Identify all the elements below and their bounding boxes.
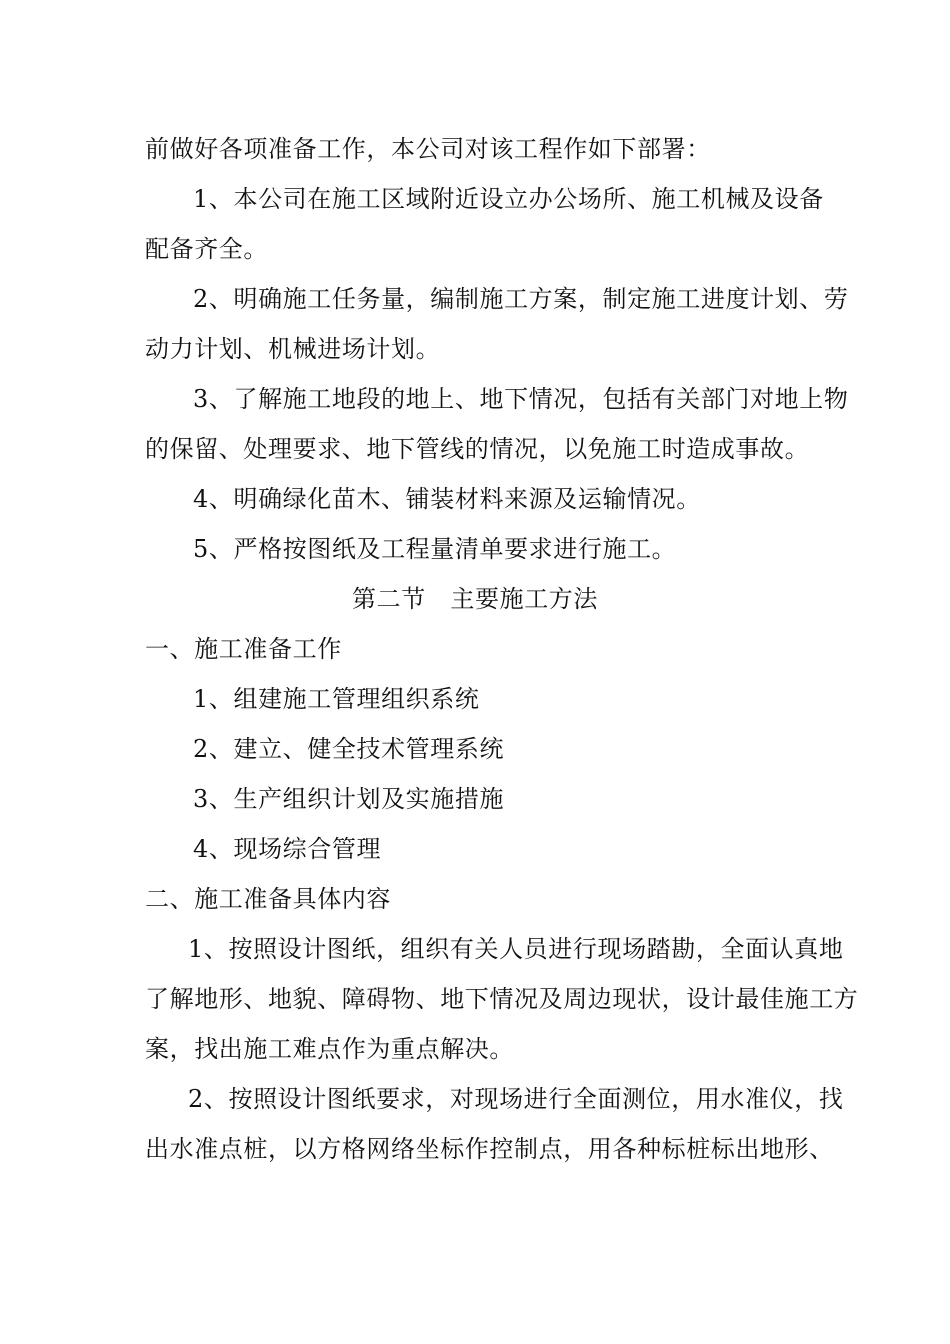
list-item-1-line-2: 配备齐全。 (145, 235, 268, 263)
prep-item-1: 1、组建施工管理组织系统 (193, 685, 480, 713)
paragraph-continuation-line: 前做好各项准备工作，本公司对该工程作如下部署： (145, 135, 711, 163)
detail-item-1-line-2: 了解地形、地貌、障碍物、地下情况及周边现状，设计最佳施工方 (145, 985, 859, 1013)
detail-item-2-line-2: 出水准点桩，以方格网络坐标作控制点，用各种标桩标出地形、 (145, 1135, 834, 1163)
list-item-4: 4、明确绿化苗木、铺装材料来源及运输情况。 (193, 485, 701, 513)
detail-item-1-line-3: 案，找出施工难点作为重点解决。 (145, 1035, 514, 1063)
list-item-5: 5、严格按图纸及工程量清单要求进行施工。 (193, 535, 677, 563)
list-item-3-line-2: 的保留、处理要求、地下管线的情况，以免施工时造成事故。 (145, 435, 810, 463)
list-item-3-line-1: 3、了解施工地段的地上、地下情况，包括有关部门对地上物 (193, 385, 849, 413)
detail-item-1-line-1: 1、按照设计图纸，组织有关人员进行现场踏勘，全面认真地 (188, 935, 844, 963)
list-item-2-line-1: 2、明确施工任务量，编制施工方案，制定施工进度计划、劳 (193, 285, 849, 313)
detail-item-2-line-1: 2、按照设计图纸要求，对现场进行全面测位，用水准仪，找 (188, 1085, 844, 1113)
section-heading: 第二节 主要施工方法 (352, 585, 598, 613)
prep-item-3: 3、生产组织计划及实施措施 (193, 785, 505, 813)
list-item-1-line-1: 1、本公司在施工区域附近设立办公场所、施工机械及设备 (193, 185, 824, 213)
list-item-2-line-2: 动力计划、机械进场计划。 (145, 335, 441, 363)
subsection-heading-2: 二、施工准备具体内容 (145, 885, 391, 913)
prep-item-2: 2、建立、健全技术管理系统 (193, 735, 505, 763)
prep-item-4: 4、现场综合管理 (193, 835, 382, 863)
subsection-heading-1: 一、施工准备工作 (145, 635, 342, 663)
